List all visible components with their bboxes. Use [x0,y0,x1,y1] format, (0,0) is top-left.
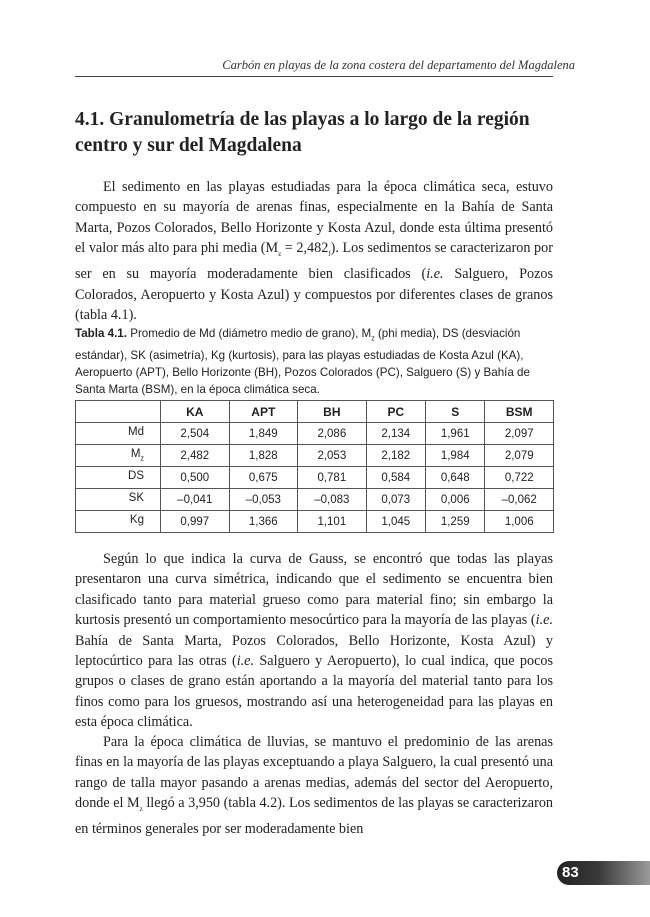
row-label: Kg [76,511,161,533]
table-cell: 1,366 [229,511,298,533]
table-row [76,511,554,533]
table-cell: 0,584 [366,467,425,489]
table-cell: 1,984 [426,445,485,467]
row-label: $M_z$ [76,445,161,467]
table-cell: 2,086 [298,423,367,445]
column-header: BH [298,401,367,423]
row-label: Md [76,423,161,445]
table-cell: 2,504 [161,423,230,445]
paragraph-1: El sedimento en las playas estudiadas para la época climática seca, estuvo compuesto en su mayoría de arenas finas, especialmente en la Bahía de Santa Marta, Pozos Colorados, Bello Horizonte y Kosta Azul, donde esta última presentó el valor más alto para phi media $(M_z = 2,482_f)$. Los sedimentos se caracterizaron por ser en su mayoría moderadamente bien clasificados (i.e. Salguero, Pozos Colorados, Aeropuerto y Kosta Azul) y compuestos por diferentes clases de granos (tabla 4.1). [75,179,553,324]
table-cell: 2,079 [485,445,554,467]
column-header: APT [229,401,298,423]
header-divider [75,76,553,77]
table-cell: –0,083 [298,489,367,511]
table-cell: 1,045 [366,511,425,533]
table-cell: 1,259 [426,511,485,533]
table-row [76,489,554,511]
column-header: BSM [485,401,554,423]
paragraph-2: Según lo que indica la curva de Gauss, se encontró que todas las playas presentaron una curva simétrica, indicando que el sedimento se encuentra bien clasificado tanto para material grueso como para material fino; sin embargo la kurtosis presentó un comportamiento mesocúrtico para la mayoría de las playas (i.e. Bahía de Santa Marta, Pozos Colorados, Bello Horizonte, Kosta Azul) y leptocúrtico para las otras (i.e. Salguero y Aeropuerto), lo cual indica, que pocos grupos o clases de grano están aportando a la mayoría del material tanto para los finos como para los gruesos, mostrando así una heterogeneidad para las playas en esta época climática. [75,551,553,731]
table-cell: –0,041 [161,489,230,511]
column-header: PC [366,401,425,423]
row-label: DS [76,467,161,489]
table-cell: 1,101 [298,511,367,533]
table-caption: Tabla 4.1. Promedio de Md (diámetro medio de grano), $M_z$ (phi media), DS (desviación estándar), SK (asimetría), Kg (kurtosis), para las playas estudiadas de Kosta Azul (KA), Aeropuerto (APT), Bello Horizonte (BH), Pozos Colorados (PC), Salguero (S) y Bahía de Santa Marta (BSM), en la época climática seca. [75,327,530,397]
table-cell: 1,828 [229,445,298,467]
table-row [76,445,554,467]
table-cell: 0,781 [298,467,367,489]
table-cell: 2,053 [298,445,367,467]
table-cell: 1,849 [229,423,298,445]
paragraph-3: Para la época climática de lluvias, se mantuvo el predominio de las arenas finas en la mayoría de las playas exceptuando a playa Salguero, la cual presentó una rango de talla mayor pasando a arenas medias, además del sector del Aeropuerto, donde el $M_z$ llegó a 3,950 (tabla 4.2). Los sedimentos de las playas se caracterizaron en términos generales por ser moderadamente bien [75,734,554,838]
table-row [76,467,554,489]
table-cell: 1,006 [485,511,554,533]
table-cell: 0,675 [229,467,298,489]
page-number: 83 [562,864,579,881]
table-cell: 2,134 [366,423,425,445]
granulometry-table [75,400,554,533]
table-row [76,423,554,445]
table-cell: 0,500 [161,467,230,489]
section-heading: 4.1. Granulometría de las playas a lo largo de la región centro y sur del Magdalena [75,109,530,156]
table-cell: 0,006 [426,489,485,511]
running-header: Carbón en playas de la zona costera del departamento del Magdalena [222,58,575,72]
table-cell: 2,482 [161,445,230,467]
table-cell: –0,053 [229,489,298,511]
table-cell: 2,182 [366,445,425,467]
table-header-row [76,401,554,423]
table-cell: 0,648 [426,467,485,489]
table-corner-cell [76,401,161,423]
column-header: KA [161,401,230,423]
table-cell: 0,997 [161,511,230,533]
table-cell: 0,073 [366,489,425,511]
table-cell: 0,722 [485,467,554,489]
table-cell: –0,062 [485,489,554,511]
table-cell: 1,961 [426,423,485,445]
row-label: SK [76,489,161,511]
column-header: S [426,401,485,423]
table-cell: 2,097 [485,423,554,445]
